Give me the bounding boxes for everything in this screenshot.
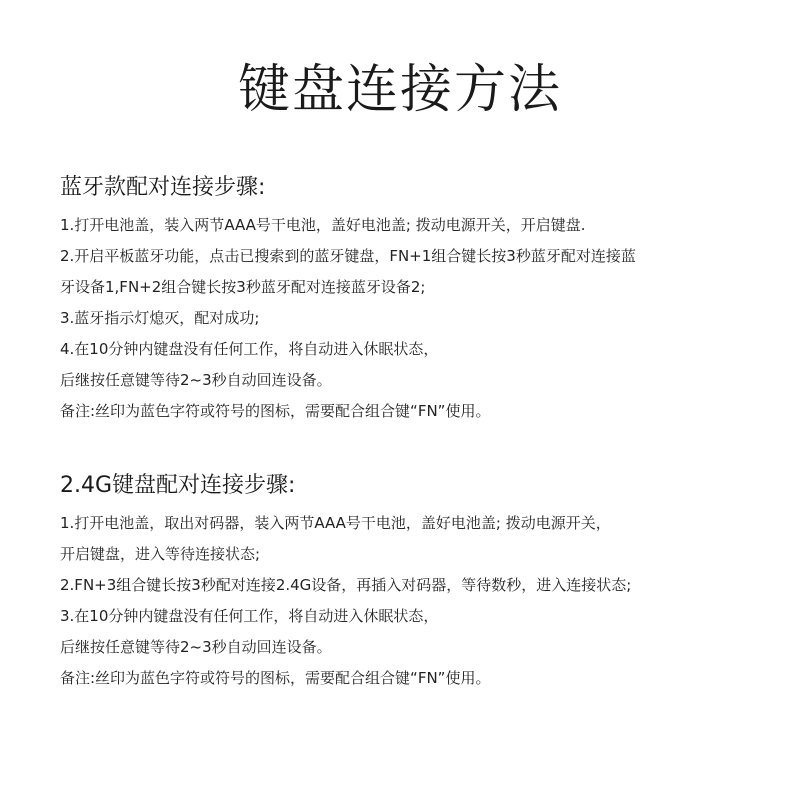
bluetooth-step-line: 3.蓝牙指示灯熄灭，配对成功; (60, 309, 260, 327)
bluetooth-section (60, 166, 760, 427)
wireless-note: 备注:丝印为蓝色字符或符号的图标，需要配合组合键“FN”使用。 (60, 669, 491, 687)
wireless-step-line: 后继按任意键等待2~3秒自动回连设备。 (60, 638, 332, 656)
bluetooth-heading: 蓝牙款配对连接步骤: (60, 175, 266, 200)
wireless-step-line: 2.FN+3组合键长按3秒配对连接2.4G设备，再插入对码器，等待数秒，进入连接状态; (60, 576, 632, 594)
wireless-section (60, 464, 760, 694)
bluetooth-step-line: 后继按任意键等待2~3秒自动回连设备。 (60, 371, 332, 389)
wireless-steps (60, 508, 760, 694)
bluetooth-step-line: 1.打开电池盖，装入两节AAA号干电池，盖好电池盖; 拨动电源开关，开启键盘. (60, 216, 586, 234)
bluetooth-step-line: 4.在10分钟内键盘没有任何工作，将自动进入休眠状态， (60, 340, 439, 358)
wireless-step-line: 3.在10分钟内键盘没有任何工作，将自动进入休眠状态， (60, 607, 439, 625)
bluetooth-steps (60, 210, 760, 427)
page-title: 键盘连接方法 (237, 60, 562, 120)
wireless-step-line: 1.打开电池盖，取出对码器，装入两节AAA号干电池，盖好电池盖; 拨动电源开关， (60, 514, 611, 532)
bluetooth-step-line: 牙设备1,FN+2组合键长按3秒蓝牙配对连接蓝牙设备2; (60, 278, 426, 296)
bluetooth-step-line: 2.开启平板蓝牙功能，点击已搜索到的蓝牙键盘，FN+1组合键长按3秒蓝牙配对连接蓝 (60, 247, 636, 265)
wireless-heading: 2.4G键盘配对连接步骤: (60, 473, 296, 498)
wireless-step-line: 开启键盘，进入等待连接状态; (60, 545, 261, 563)
bluetooth-note: 备注:丝印为蓝色字符或符号的图标，需要配合组合键“FN”使用。 (60, 402, 491, 420)
